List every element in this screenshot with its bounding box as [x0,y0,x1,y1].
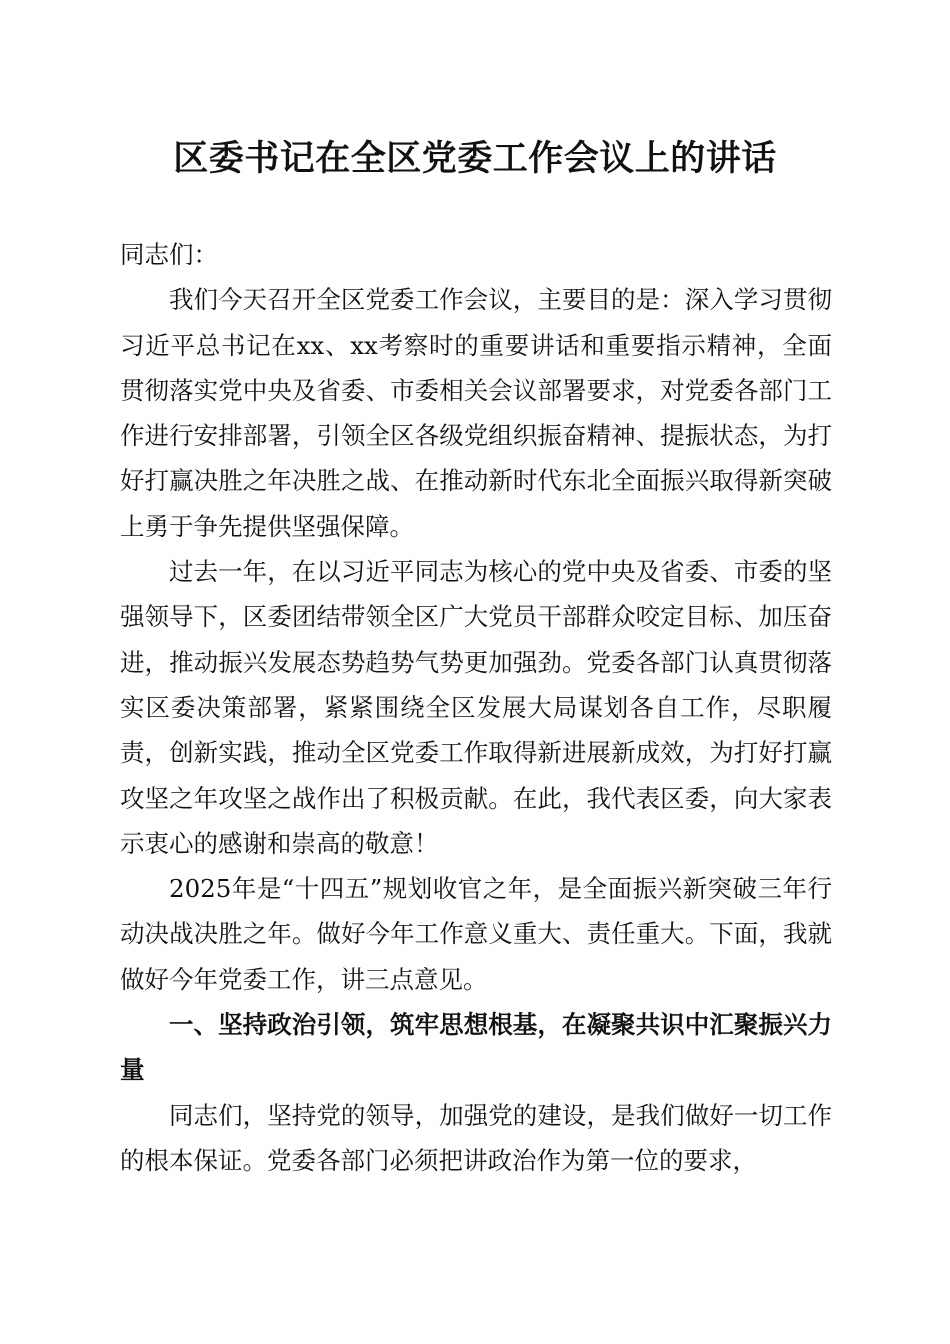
paragraph-outlook: 2025年是“十四五”规划收官之年，是全面振兴新突破三年行动决战决胜之年。做好今年工作意义重大、责任重大。下面，我就做好今年党委工作，讲三点意见。 [120,874,832,994]
paragraph-review: 过去一年，在以习近平同志为核心的党中央及省委、市委的坚强领导下，区委团结带领全区广大党员干部群众咬定目标、加压奋进，推动振兴发展态势趋势气势更加强劲。党委各部门认真贯彻落实区委决策部署，紧紧围绕全区发展大局谋划各自工作，尽职履责，创新实践，推动全区党委工作取得新进展新成效，为打好打赢攻坚之年攻坚之战作出了积极贡献。在此，我代表区委，向大家表示衷心的感谢和崇高的敬意！ [120,557,832,858]
salutation: 同志们： [120,240,218,269]
section-paragraph: 同志们，坚持党的领导，加强党的建设，是我们做好一切工作的根本保证。党委各部门必须把讲政治作为第一位的要求， [120,1100,832,1175]
document-body [120,232,832,1183]
paragraph-purpose: 我们今天召开全区党委工作会议，主要目的是：深入学习贯彻习近平总书记在xx、xx考察时的重要讲话和重要指示精神，全面贯彻落实党中央及省委、市委相关会议部署要求，对党委各部门工作进行安排部署，引领全区各级党组织振奋精神、提振状态，为打好打赢决胜之年决胜之战、在推动新时代东北全面振兴取得新突破上勇于争先提供坚强保障。 [120,285,832,541]
section-heading: 一、坚持政治引领，筑牢思想根基，在凝聚共识中汇聚振兴力量 [120,1010,832,1085]
document-title: 区委书记在全区党委工作会议上的讲话 [173,138,777,179]
